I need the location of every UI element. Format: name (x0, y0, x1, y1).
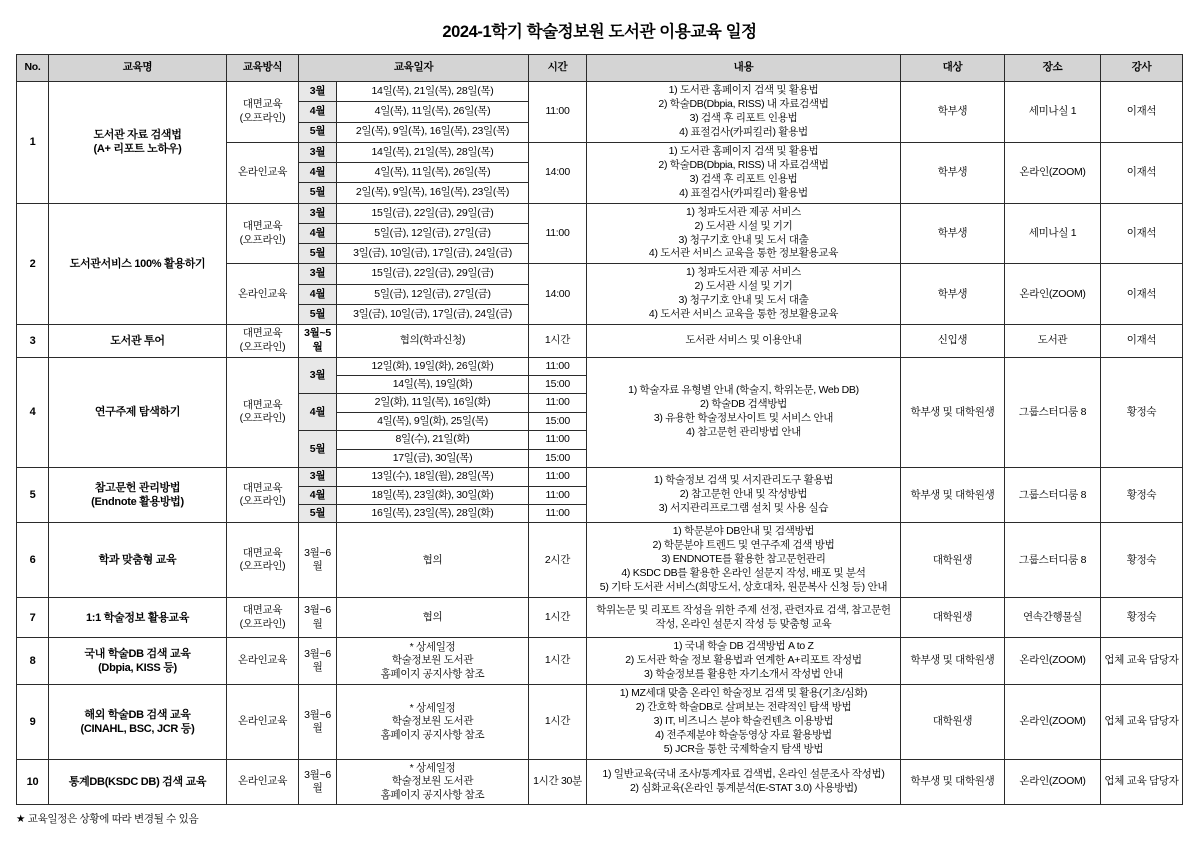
content-line: 4) 도서관 서비스 교육을 통한 정보활용교육 (648, 308, 839, 321)
cell-content (587, 523, 901, 598)
table-row (17, 523, 1183, 598)
content-line: 1) 일반교육(국내 조사/통계자료 검색법, 온라인 설문조사 작성법) (602, 768, 885, 781)
content-line: 1) 청파도서관 제공 서비스 (685, 205, 802, 218)
program-name-line1: 도서관 자료 검색법 (93, 129, 182, 142)
cell-dates: 12일(화), 19일(화), 26일(화) (337, 357, 529, 375)
cell-content (587, 325, 901, 357)
footnote: ★ 교육일정은 상황에 따라 변경될 수 있음 (16, 813, 199, 826)
cell-lecturer: 업체 교육 담당자 (1101, 638, 1183, 685)
cell-program-name (49, 82, 227, 204)
cell-month: 5월 (299, 304, 337, 324)
cell-dates: 4일(목), 11일(목), 26일(목) (337, 163, 529, 183)
content-line: 1) 학문분야 DB안내 및 검색방법 (672, 525, 815, 538)
cell-place: 세미나실 1 (1005, 203, 1101, 264)
dates-line2: 학술정보원 도서관 (391, 654, 474, 667)
content-line: 3) 학술정보를 활용한 자기소개서 작성법 안내 (644, 668, 843, 681)
cell-time: 15:00 (529, 375, 587, 393)
cell-place: 온라인(ZOOM) (1005, 685, 1101, 760)
content-line: 1) MZ세대 맞춤 온라인 학술정보 검색 및 활용(기초/심화) (619, 687, 868, 700)
cell-dates: 5일(금), 12일(금), 27일(금) (337, 223, 529, 243)
column-header-time: 시간 (529, 55, 587, 82)
cell-program-name (49, 357, 227, 468)
program-name-line1: 통계DB(KSDC DB) 검색 교육 (68, 775, 207, 788)
cell-dates (337, 759, 529, 804)
cell-dates: 4일(목), 11일(목), 26일(목) (337, 102, 529, 122)
cell-lecturer: 황정숙 (1101, 598, 1183, 638)
cell-lecturer: 이재석 (1101, 82, 1183, 143)
cell-method (227, 82, 299, 143)
cell-dates: 협의(학과신청) (337, 325, 529, 357)
cell-dates: 5일(금), 12일(금), 27일(금) (337, 284, 529, 304)
cell-dates: 8일(수), 21일(화) (337, 431, 529, 449)
cell-month: 4월 (299, 284, 337, 304)
column-header-no: No. (17, 55, 49, 82)
content-line: 4) KSDC DB를 활용한 온라인 설문지 작성, 배포 및 분석 (621, 567, 866, 580)
cell-method (227, 759, 299, 804)
cell-time: 11:00 (529, 203, 587, 264)
cell-no: 5 (17, 468, 49, 523)
content-line: 2) 도서관 학술 정보 활용법과 연계한 A+리포트 작성법 (625, 654, 862, 667)
cell-method (227, 598, 299, 638)
table-body (17, 82, 1183, 805)
cell-no: 3 (17, 325, 49, 357)
method-line1: 온라인교육 (237, 775, 288, 788)
content-line: 4) 표절검사(카피킬러) 활용법 (679, 125, 808, 138)
method-line2: (오프라인) (239, 560, 286, 573)
cell-method (227, 638, 299, 685)
cell-dates: 18일(목), 23일(화), 30일(화) (337, 486, 529, 504)
cell-program-name (49, 468, 227, 523)
cell-dates: 2일(목), 9일(목), 16일(목), 23일(목) (337, 122, 529, 142)
cell-target: 대학원생 (901, 685, 1005, 760)
content-line: 1) 도서관 홈페이지 검색 및 활용법 (668, 84, 819, 96)
content-line: 작성, 온라인 설문지 작성 등 맞춤형 교육 (655, 617, 832, 630)
cell-dates: 15일(금), 22일(금), 29일(금) (337, 203, 529, 223)
table-header-row (17, 55, 1183, 82)
cell-content (587, 598, 901, 638)
cell-place: 그룹스터디룸 8 (1005, 468, 1101, 523)
cell-content (587, 759, 901, 804)
cell-dates: 4일(목), 9일(화), 25일(목) (337, 412, 529, 430)
dates-line1: * 상세일정 (409, 761, 456, 774)
cell-month: 3월 (299, 357, 337, 394)
cell-content (587, 357, 901, 468)
cell-no: 2 (17, 203, 49, 325)
cell-dates: 3일(금), 10일(금), 17일(금), 24일(금) (337, 244, 529, 264)
schedule-table (16, 54, 1183, 805)
content-line: 4) 표절검사(카피킬러) 활용법 (679, 186, 808, 199)
cell-place: 온라인(ZOOM) (1005, 638, 1101, 685)
content-line: 2) 학술DB(Dbpia, RISS) 내 자료검색법 (658, 97, 829, 110)
program-name-line1: 국내 학술DB 검색 교육 (84, 648, 191, 661)
content-line: 2) 학술DB(Dbpia, RISS) 내 자료검색법 (658, 158, 829, 171)
method-line1: 대면교육 (242, 327, 283, 340)
cell-method (227, 142, 299, 203)
cell-lecturer: 업체 교육 담당자 (1101, 685, 1183, 760)
cell-lecturer: 황정숙 (1101, 468, 1183, 523)
program-name-line2: (CINAHL, BSC, JCR 등) (80, 722, 195, 735)
program-name-line1: 연구주제 탐색하기 (94, 406, 181, 419)
cell-period: 3월~6월 (299, 523, 337, 598)
cell-time: 15:00 (529, 449, 587, 467)
cell-period: 3월~5월 (299, 325, 337, 357)
cell-dates (337, 638, 529, 685)
cell-dates: 3일(금), 10일(금), 17일(금), 24일(금) (337, 304, 529, 324)
cell-time: 11:00 (529, 82, 587, 143)
cell-program-name (49, 598, 227, 638)
dates-line2: 학술정보원 도서관 (391, 715, 474, 728)
content-line: 2) 도서관 시설 및 기기 (694, 280, 793, 293)
cell-dates: 2일(화), 11일(목), 16일(화) (337, 394, 529, 412)
cell-lecturer: 이재석 (1101, 203, 1183, 264)
content-line: 2) 학술DB 검색방법 (699, 398, 787, 411)
method-line1: 대면교육 (242, 398, 283, 411)
content-line: 3) ENDNOTE를 활용한 참고문헌관리 (661, 553, 826, 566)
cell-dates: 협의 (337, 598, 529, 638)
table-row (17, 468, 1183, 486)
table-row (17, 357, 1183, 375)
method-line1: 온라인교육 (237, 165, 288, 178)
content-line: 1) 학술자료 유형별 안내 (학술지, 학위논문, Web DB) (628, 384, 859, 397)
cell-target: 학부생 (901, 203, 1005, 264)
cell-program-name (49, 523, 227, 598)
method-line1: 온라인교육 (237, 715, 288, 728)
program-name-line1: 학과 맞춤형 교육 (98, 554, 177, 567)
content-line: 3) 유용한 학술정보사이트 및 서비스 안내 (653, 412, 834, 425)
cell-target: 학부생 및 대학원생 (901, 357, 1005, 468)
method-line2: (오프라인) (239, 412, 286, 425)
method-line1: 대면교육 (242, 604, 283, 617)
cell-place: 온라인(ZOOM) (1005, 264, 1101, 325)
content-line: 4) 참고문헌 관리방법 안내 (685, 426, 802, 439)
cell-time: 11:00 (529, 505, 587, 523)
column-header-place: 장소 (1005, 55, 1101, 82)
content-line: 1) 학술정보 검색 및 서지관리도구 활용법 (653, 474, 834, 487)
cell-place: 세미나실 1 (1005, 82, 1101, 143)
content-line: 1) 도서관 홈페이지 검색 및 활용법 (668, 144, 819, 157)
cell-lecturer: 이재석 (1101, 142, 1183, 203)
program-name-line1: 1:1 학술정보 활용교육 (85, 611, 190, 624)
cell-dates: 15일(금), 22일(금), 29일(금) (337, 264, 529, 284)
content-line: 도서관 서비스 및 이용안내 (685, 333, 802, 346)
content-line: 3) IT, 비즈니스 분야 학술컨텐츠 이용방법 (653, 715, 834, 727)
cell-month: 4월 (299, 163, 337, 183)
method-line2: (오프라인) (239, 495, 286, 508)
cell-dates: 14일(목), 19일(화) (337, 375, 529, 393)
cell-no: 7 (17, 598, 49, 638)
cell-dates (337, 685, 529, 760)
cell-month: 3월 (299, 468, 337, 486)
method-line2: (오프라인) (239, 340, 286, 353)
cell-program-name (49, 325, 227, 357)
cell-time: 1시간 (529, 598, 587, 638)
cell-time: 11:00 (529, 394, 587, 412)
cell-time: 1시간 (529, 325, 587, 357)
method-line2: (오프라인) (239, 233, 286, 246)
column-header-lecturer: 강사 (1101, 55, 1183, 82)
cell-content (587, 638, 901, 685)
cell-place: 온라인(ZOOM) (1005, 142, 1101, 203)
cell-target: 학부생 및 대학원생 (901, 468, 1005, 523)
cell-place: 그룹스터디룸 8 (1005, 523, 1101, 598)
program-name-line1: 해외 학술DB 검색 교육 (84, 708, 191, 721)
content-line: 5) 기타 도서관 서비스(희망도서, 상호대차, 원문복사 신청 등) 안내 (599, 581, 888, 594)
content-line: 4) 전주제분야 학술동영상 자료 활용방법 (655, 728, 832, 741)
table-row (17, 598, 1183, 638)
cell-method (227, 325, 299, 357)
cell-time: 11:00 (529, 357, 587, 375)
cell-place: 연속간행물실 (1005, 598, 1101, 638)
cell-content (587, 685, 901, 760)
cell-target: 학부생 (901, 142, 1005, 203)
program-name-line1: 도서관서비스 100% 활용하기 (69, 257, 206, 270)
cell-time: 14:00 (529, 142, 587, 203)
cell-no: 6 (17, 523, 49, 598)
content-line: 2) 심화교육(온라인 통계분석(E-STAT 3.0) 사용방법) (629, 782, 858, 795)
cell-target: 학부생 및 대학원생 (901, 759, 1005, 804)
cell-month: 4월 (299, 223, 337, 243)
cell-time: 14:00 (529, 264, 587, 325)
cell-dates: 14일(목), 21일(목), 28일(목) (337, 82, 529, 102)
cell-no: 9 (17, 685, 49, 760)
table-row (17, 759, 1183, 804)
table-row (17, 685, 1183, 760)
column-header-date: 교육일자 (299, 55, 529, 82)
cell-dates: 협의 (337, 523, 529, 598)
table-row (17, 82, 1183, 102)
cell-time: 1시간 (529, 685, 587, 760)
dates-line3: 홈페이지 공지사항 참조 (380, 667, 485, 680)
column-header-method: 교육방식 (227, 55, 299, 82)
cell-time: 11:00 (529, 431, 587, 449)
content-line: 2) 학문분야 트렌드 및 연구주제 검색 방법 (652, 539, 835, 552)
cell-program-name (49, 638, 227, 685)
content-line: 3) 서지관리프로그램 설치 및 사용 실습 (658, 502, 829, 515)
method-line1: 온라인교육 (237, 654, 288, 667)
cell-no: 10 (17, 759, 49, 804)
cell-time: 2시간 (529, 523, 587, 598)
cell-month: 5월 (299, 122, 337, 142)
cell-content (587, 203, 901, 264)
cell-content (587, 264, 901, 325)
cell-period: 3월~6월 (299, 598, 337, 638)
cell-time: 1시간 (529, 638, 587, 685)
cell-month: 4월 (299, 486, 337, 504)
program-name-line2: (Dbpia, KISS 등) (98, 662, 177, 675)
cell-time: 15:00 (529, 412, 587, 430)
cell-time: 11:00 (529, 486, 587, 504)
cell-program-name (49, 685, 227, 760)
cell-content (587, 82, 901, 143)
table-row (17, 325, 1183, 357)
method-line1: 대면교육 (242, 219, 283, 232)
content-line: 5) JCR을 통한 국제학술지 탐색 방법 (663, 742, 824, 755)
cell-month: 5월 (299, 244, 337, 264)
cell-target: 신입생 (901, 325, 1005, 357)
cell-place: 그룹스터디룸 8 (1005, 357, 1101, 468)
cell-dates: 13일(수), 18일(월), 28일(목) (337, 468, 529, 486)
cell-dates: 16일(목), 23일(목), 28일(화) (337, 505, 529, 523)
cell-no: 8 (17, 638, 49, 685)
cell-month: 5월 (299, 505, 337, 523)
method-line1: 대면교육 (242, 98, 283, 111)
dates-line1: * 상세일정 (409, 701, 456, 714)
column-header-name: 교육명 (49, 55, 227, 82)
cell-method (227, 685, 299, 760)
cell-place: 도서관 (1005, 325, 1101, 357)
cell-time: 1시간 30분 (529, 759, 587, 804)
method-line1: 온라인교육 (237, 287, 288, 300)
cell-lecturer: 황정숙 (1101, 357, 1183, 468)
column-header-content: 내용 (587, 55, 901, 82)
cell-dates: 2일(목), 9일(목), 16일(목), 23일(목) (337, 183, 529, 203)
cell-content (587, 142, 901, 203)
cell-method (227, 523, 299, 598)
program-name-line1: 참고문헌 관리방법 (94, 482, 181, 495)
page-title: 2024-1학기 학술정보원 도서관 이용교육 일정 (442, 23, 757, 41)
content-line: 2) 참고문헌 안내 및 작성방법 (679, 488, 808, 501)
cell-lecturer: 업체 교육 담당자 (1101, 759, 1183, 804)
table-row (17, 203, 1183, 223)
cell-month: 4월 (299, 102, 337, 122)
dates-line1: * 상세일정 (409, 641, 456, 653)
cell-dates: 17일(금), 30일(목) (337, 449, 529, 467)
cell-method (227, 357, 299, 468)
cell-target: 학부생 (901, 264, 1005, 325)
cell-dates: 14일(목), 21일(목), 28일(목) (337, 142, 529, 162)
dates-line3: 홈페이지 공지사항 참조 (380, 728, 485, 741)
cell-month: 3월 (299, 82, 337, 102)
column-header-target: 대상 (901, 55, 1005, 82)
dates-line3: 홈페이지 공지사항 참조 (380, 788, 485, 801)
content-line: 3) 검색 후 리포트 인용법 (689, 172, 798, 185)
method-line2: (오프라인) (239, 111, 286, 124)
cell-method (227, 203, 299, 264)
method-line2: (오프라인) (239, 617, 286, 630)
content-line: 학위논문 및 리포트 작성을 위한 주제 선정, 관련자료 검색, 참고문헌 (596, 603, 891, 616)
cell-month: 5월 (299, 183, 337, 203)
content-line: 1) 청파도서관 제공 서비스 (685, 266, 802, 279)
cell-lecturer: 이재석 (1101, 325, 1183, 357)
program-name-line2: (A+ 리포트 노하우) (93, 143, 182, 156)
cell-no: 1 (17, 82, 49, 204)
cell-program-name (49, 203, 227, 325)
content-line: 3) 청구기호 안내 및 도서 대출 (678, 294, 809, 307)
content-line: 4) 도서관 서비스 교육을 통한 정보활용교육 (648, 247, 839, 260)
cell-time: 11:00 (529, 468, 587, 486)
content-line: 2) 도서관 시설 및 기기 (694, 219, 793, 232)
cell-content (587, 468, 901, 523)
dates-line2: 학술정보원 도서관 (391, 775, 474, 788)
cell-period: 3월~6월 (299, 759, 337, 804)
cell-target: 대학원생 (901, 598, 1005, 638)
cell-month: 3월 (299, 264, 337, 284)
cell-lecturer: 황정숙 (1101, 523, 1183, 598)
cell-period: 3월~6월 (299, 638, 337, 685)
method-line1: 대면교육 (242, 481, 283, 494)
program-name-line1: 도서관 투어 (110, 334, 165, 347)
cell-month: 4월 (299, 394, 337, 431)
cell-period: 3월~6월 (299, 685, 337, 760)
cell-month: 3월 (299, 142, 337, 162)
cell-target: 대학원생 (901, 523, 1005, 598)
cell-place: 온라인(ZOOM) (1005, 759, 1101, 804)
cell-target: 학부생 및 대학원생 (901, 638, 1005, 685)
cell-no: 4 (17, 357, 49, 468)
content-line: 3) 검색 후 리포트 인용법 (689, 111, 798, 124)
cell-method (227, 468, 299, 523)
program-name-line2: (Endnote 활용방법) (91, 496, 184, 509)
content-line: 1) 국내 학술 DB 검색방법 A to Z (673, 640, 814, 653)
table-row (17, 638, 1183, 685)
content-line: 2) 간호학 학술DB로 살펴보는 전략적인 탐색 방법 (635, 701, 852, 714)
cell-program-name (49, 759, 227, 804)
method-line1: 대면교육 (242, 546, 283, 559)
table-header (17, 55, 1183, 82)
cell-method (227, 264, 299, 325)
content-line: 3) 청구기호 안내 및 도서 대출 (678, 233, 809, 246)
cell-target: 학부생 (901, 82, 1005, 143)
cell-month: 3월 (299, 203, 337, 223)
cell-lecturer: 이재석 (1101, 264, 1183, 325)
cell-month: 5월 (299, 431, 337, 468)
